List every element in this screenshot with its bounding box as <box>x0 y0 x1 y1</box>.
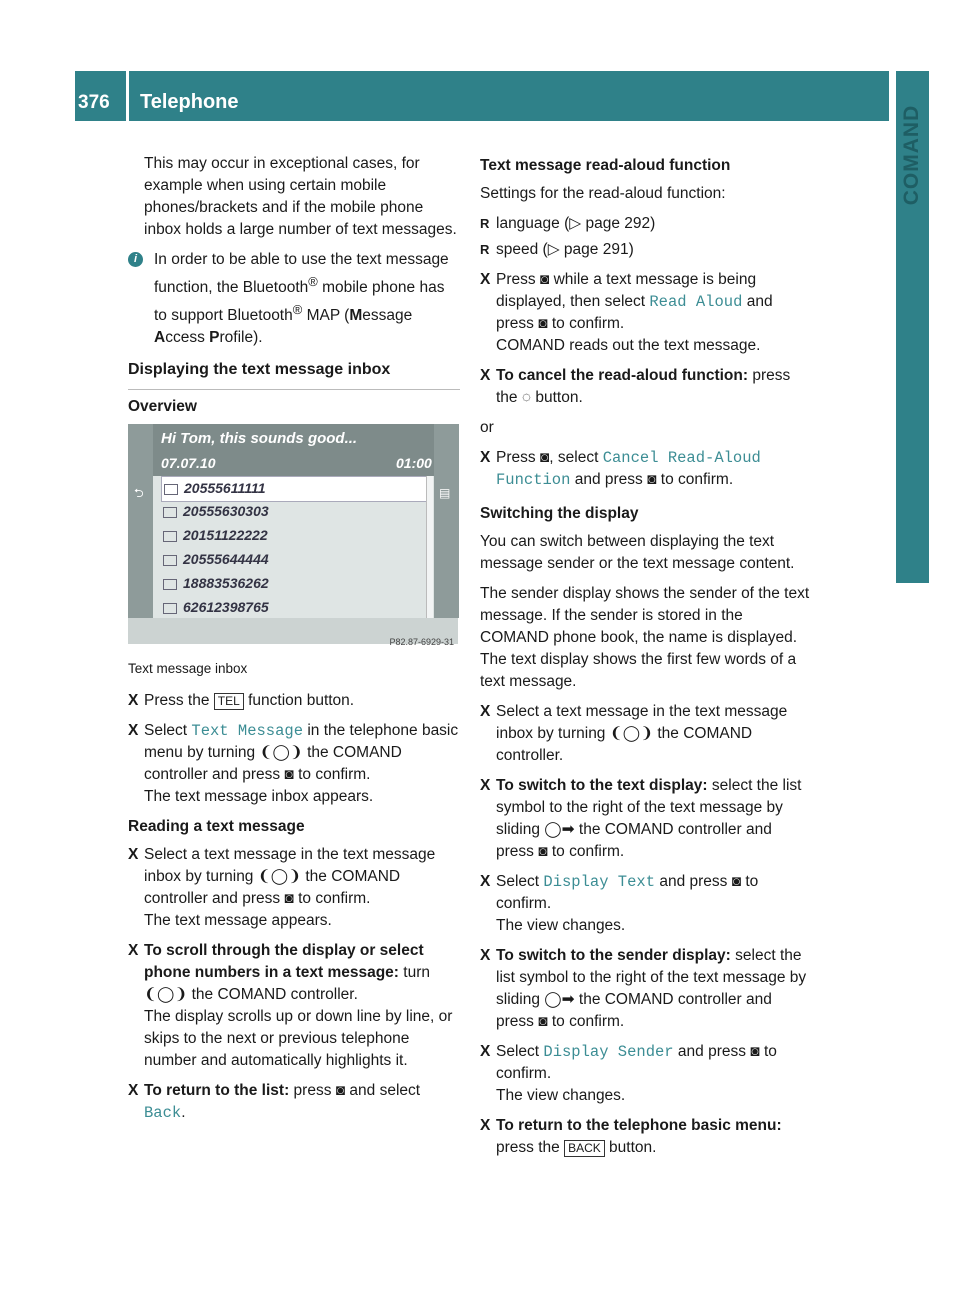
switching-paragraph-1: You can switch between displaying the text message sender or the text message content. <box>480 533 795 572</box>
list-symbol-icon: ▤ <box>439 486 451 501</box>
page-number: 376 <box>78 92 110 113</box>
inbox-row[interactable]: 20151122222 <box>161 524 426 548</box>
step: X Select Display Sender and press ◙ to confirm. The view changes. <box>480 1043 777 1104</box>
inbox-row[interactable]: 20555644444 <box>161 548 426 572</box>
arrow-icon: X <box>128 1082 139 1100</box>
arrow-icon: X <box>128 942 139 960</box>
step: X To return to the list: press ◙ and select Back. <box>128 1082 421 1123</box>
arrow-icon: X <box>480 777 491 794</box>
step: X To scroll through the display or select phone numbers in a text message: turn ❨◯❩ the COMAND controller. The display scrolls up or down line by line, or skips to the next or previous telephone number and automatically highlights it. <box>128 942 453 1070</box>
left-column <box>128 153 460 1132</box>
back-key-icon: BACK <box>564 1140 605 1157</box>
arrow-icon: X <box>128 692 139 710</box>
step: X Press ◙ while a text message is being displayed, then select Read Aloud and press ◙ to confirm. COMAND reads out the text message. <box>480 271 773 354</box>
arrow-icon: X <box>128 722 139 740</box>
arrow-icon: X <box>480 947 491 964</box>
right-column <box>480 153 814 1167</box>
arrow-icon: X <box>480 873 491 890</box>
arrow-icon: X <box>480 1117 491 1134</box>
arrow-icon: X <box>480 271 491 288</box>
overview-heading: Overview <box>128 398 197 416</box>
info-note: i In order to be able to use the text message function, the Bluetooth® mobile phone has to support Bluetooth® MAP (Message Access Profile). <box>128 249 460 349</box>
step: X Select Display Text and press ◙ to confirm. The view changes. <box>480 873 759 934</box>
step: X Select a text message in the text message inbox by turning ❨◯❩ the COMAND controller and press ◙ to confirm. The text message appears. <box>128 846 436 930</box>
step: X To cancel the read-aloud function: press the ◌ button. <box>480 367 791 406</box>
bullet-item: R language (▷ page 292) <box>480 215 656 232</box>
screen-left-bar <box>128 424 153 618</box>
step: X Press ◙, select Cancel Read-Aloud Function and press ◙ to confirm. <box>480 449 761 489</box>
screen-right-bar <box>434 424 459 618</box>
settings-intro: Settings for the read-aloud function: <box>480 185 726 202</box>
or-text: or <box>480 419 494 436</box>
screen-date: 07.07.10 <box>161 455 216 472</box>
section-title: Telephone <box>140 91 239 113</box>
readaloud-heading: Text message read-aloud function <box>480 157 731 174</box>
screen-title: Hi Tom, this sounds good... <box>161 430 358 448</box>
envelope-icon <box>163 579 177 590</box>
switching-paragraph-2: The sender display shows the sender of the text message. If the sender is stored in the COMAND phone book, the name is displayed. The text display shows the first few words of a text message. <box>480 585 810 690</box>
intro-paragraph: This may occur in exceptional cases, for example when using certain mobile phones/brackets and if the mobile phone inbox holds a large number of text messages. <box>144 155 457 238</box>
envelope-icon <box>164 484 178 495</box>
inbox-screenshot <box>128 424 458 648</box>
reading-heading: Reading a text message <box>128 818 305 836</box>
inbox-row[interactable]: 20555630303 <box>161 500 426 524</box>
step: X Select Text Message in the telephone basic menu by turning ❨◯❩ the COMAND controller and press ◙ to confirm. The text message inbox appears. <box>128 722 459 806</box>
arrow-icon: X <box>480 1043 491 1060</box>
arrow-icon: X <box>480 449 491 466</box>
step: X To return to the telephone basic menu: press the BACK button. <box>480 1117 782 1156</box>
inbox-row[interactable]: 20555611111 <box>161 476 428 502</box>
inbox-row[interactable]: 18883536262 <box>161 572 426 596</box>
bullet-item: R speed (▷ page 291) <box>480 241 634 258</box>
side-tab-label: COMAND <box>900 104 923 206</box>
step: X To switch to the text display: select the list symbol to the right of the text message by sliding ◯➡ the COMAND controller and press ◙ to confirm. <box>480 777 802 860</box>
arrow-icon: X <box>128 846 139 864</box>
arrow-icon: X <box>480 703 491 720</box>
figure-caption: Text message inbox <box>128 661 248 677</box>
arrow-icon: X <box>480 367 491 384</box>
back-arrow-icon: ⮌ <box>134 486 144 501</box>
displaying-heading: Displaying the text message inbox <box>128 359 460 390</box>
figure-reference: P82.87-6929-31 <box>389 637 454 648</box>
envelope-icon <box>163 603 177 614</box>
scrollbar[interactable] <box>426 476 433 618</box>
step: X To switch to the sender display: select the list symbol to the right of the text message by sliding ◯➡ the COMAND controller and press ◙ to confirm. <box>480 947 807 1030</box>
envelope-icon <box>163 555 177 566</box>
screen-time: 01:00 <box>396 455 432 472</box>
header-divider <box>126 71 129 122</box>
info-icon: i <box>128 252 143 267</box>
envelope-icon <box>163 507 177 518</box>
switching-heading: Switching the display <box>480 505 639 522</box>
step: X Select a text message in the text message inbox by turning ❨◯❩ the COMAND controller. <box>480 703 788 764</box>
envelope-icon <box>163 531 177 542</box>
tel-key-icon: TEL <box>214 693 244 710</box>
step: X Press the TEL function button. <box>128 690 460 712</box>
inbox-row[interactable]: 62612398765 <box>161 596 426 620</box>
